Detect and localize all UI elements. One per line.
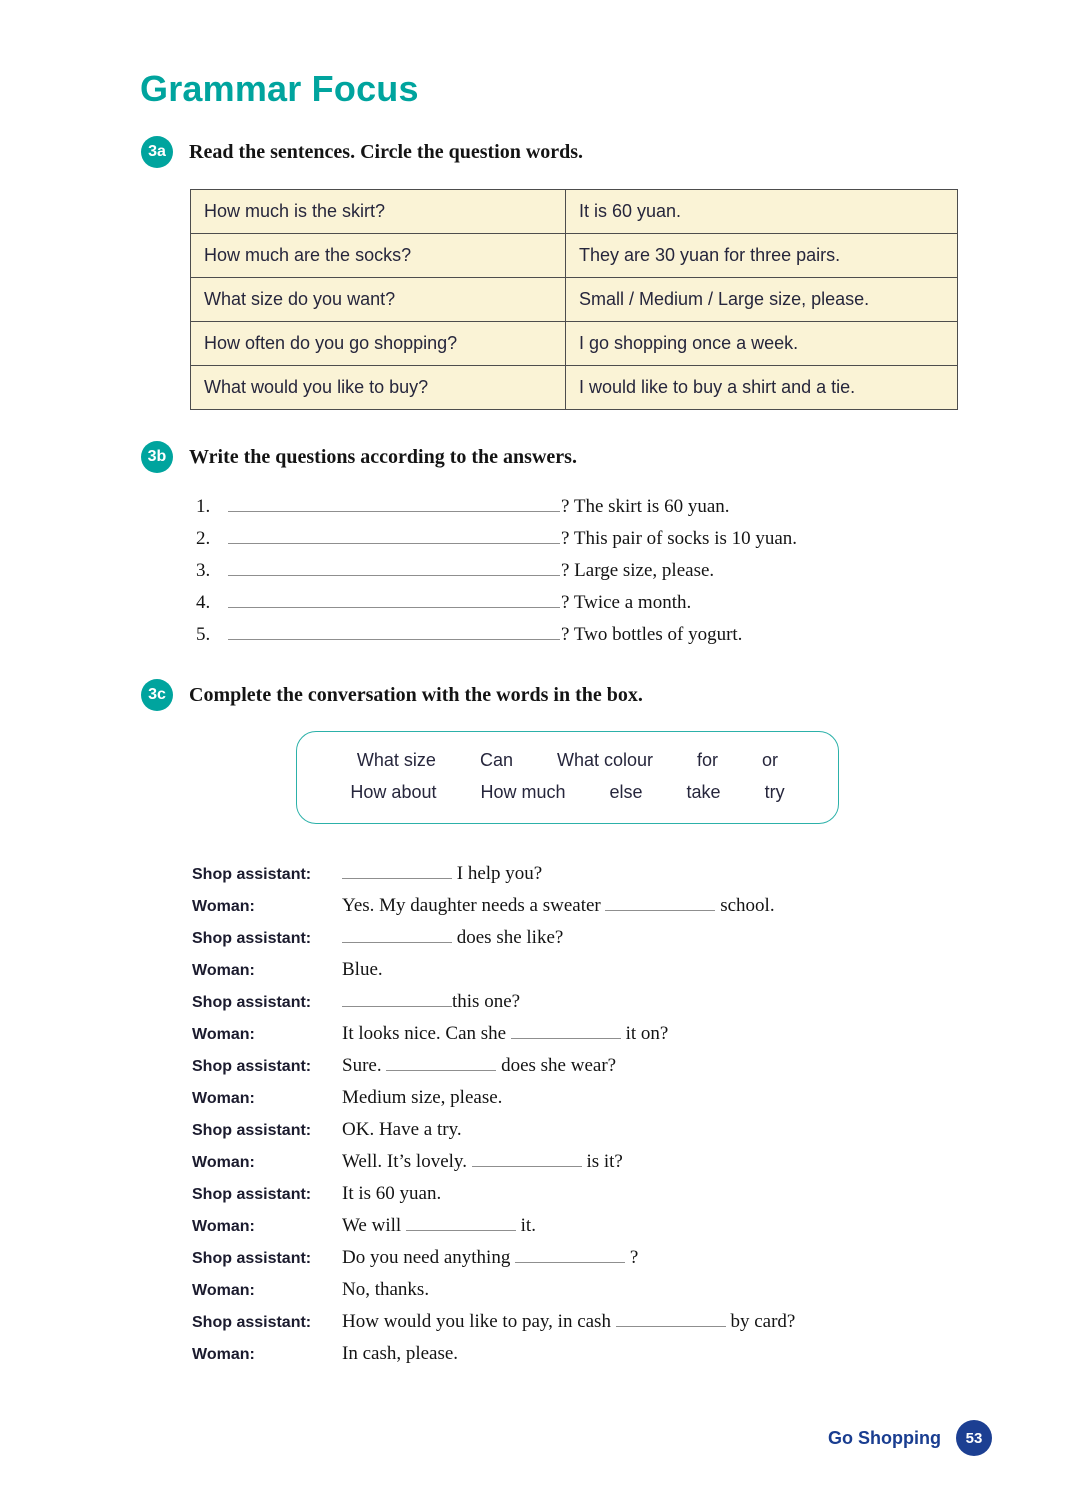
page-title: Grammar Focus — [140, 68, 419, 109]
fill-in-blank[interactable] — [515, 1251, 625, 1263]
word-bank-row-2 — [323, 782, 812, 803]
word-bank-row-1 — [323, 750, 812, 771]
conversation-line — [192, 1311, 982, 1343]
footer-unit-title: Go Shopping — [828, 1427, 941, 1448]
speaker-label: Shop assistant: — [192, 1186, 312, 1203]
section-3a-instruction: Read the sentences. Circle the question words. — [189, 140, 584, 163]
qa-table-cell: How much is the skirt? — [191, 190, 566, 234]
conversation-text: does she like? — [342, 927, 563, 949]
fill-in-blank[interactable] — [228, 564, 560, 576]
conversation — [192, 863, 982, 1375]
speaker-label: Shop assistant: — [192, 1058, 312, 1075]
speaker-label: Woman: — [192, 1346, 255, 1363]
item-number: 1. — [196, 496, 211, 517]
speaker-label: Woman: — [192, 1090, 255, 1107]
conversation-line — [192, 1279, 982, 1311]
fill-in-blank[interactable] — [511, 1027, 621, 1039]
item-text: ? This pair of socks is 10 yuan. — [228, 528, 797, 550]
conversation-text: OK. Have a try. — [342, 1119, 462, 1140]
write-question-item — [196, 528, 797, 560]
conversation-line — [192, 1151, 982, 1183]
item-text: ? The skirt is 60 yuan. — [228, 496, 730, 518]
write-question-item — [196, 560, 797, 592]
qa-table-cell: How often do you go shopping? — [191, 322, 566, 366]
fill-in-blank[interactable] — [228, 500, 560, 512]
conversation-text: It is 60 yuan. — [342, 1183, 442, 1204]
speaker-label: Shop assistant: — [192, 930, 312, 947]
speaker-label: Woman: — [192, 962, 255, 979]
conversation-text: It looks nice. Can she it on? — [342, 1023, 669, 1044]
conversation-text: Well. It’s lovely. is it? — [342, 1151, 623, 1172]
fill-in-blank[interactable] — [228, 532, 560, 544]
qa-table-row — [191, 278, 958, 322]
write-questions-list — [196, 496, 797, 656]
conversation-line — [192, 1183, 982, 1215]
section-3b-badge: 3b — [141, 441, 173, 473]
fill-in-blank[interactable] — [342, 995, 452, 1007]
conversation-text: We will it. — [342, 1215, 536, 1236]
conversation-line — [192, 927, 982, 959]
word-option: Can — [479, 750, 513, 770]
fill-in-blank[interactable] — [616, 1315, 726, 1327]
conversation-line — [192, 959, 982, 991]
speaker-label: Shop assistant: — [192, 1250, 312, 1267]
qa-table-cell: I go shopping once a week. — [566, 322, 958, 366]
fill-in-blank[interactable] — [228, 596, 560, 608]
qa-table-cell: What size do you want? — [191, 278, 566, 322]
conversation-line — [192, 1055, 982, 1087]
item-number: 4. — [196, 592, 211, 613]
conversation-line — [192, 1247, 982, 1279]
item-text: ? Twice a month. — [228, 592, 691, 614]
conversation-line — [192, 1215, 982, 1247]
qa-table-cell: They are 30 yuan for three pairs. — [566, 234, 958, 278]
conversation-text: I help you? — [342, 863, 542, 885]
item-number: 2. — [196, 528, 211, 549]
fill-in-blank[interactable] — [472, 1155, 582, 1167]
section-3a-header — [141, 136, 583, 168]
qa-table-cell: What would you like to buy? — [191, 366, 566, 410]
fill-in-blank[interactable] — [406, 1219, 516, 1231]
conversation-line — [192, 1343, 982, 1375]
qa-table-cell: It is 60 yuan. — [566, 190, 958, 234]
conversation-line — [192, 863, 982, 895]
word-option: or — [762, 750, 779, 770]
qa-table-cell: How much are the socks? — [191, 234, 566, 278]
speaker-label: Woman: — [192, 898, 255, 915]
conversation-text: Blue. — [342, 959, 383, 980]
fill-in-blank[interactable] — [386, 1059, 496, 1071]
word-option: How much — [480, 782, 566, 802]
conversation-line — [192, 895, 982, 927]
page-number-badge: 53 — [956, 1420, 992, 1456]
item-number: 3. — [196, 560, 211, 581]
conversation-line — [192, 1119, 982, 1151]
speaker-label: Woman: — [192, 1154, 255, 1171]
speaker-label: Shop assistant: — [192, 994, 312, 1011]
word-option: else — [609, 782, 643, 802]
conversation-text: How would you like to pay, in cash by card? — [342, 1311, 796, 1332]
fill-in-blank[interactable] — [605, 899, 715, 911]
speaker-label: Shop assistant: — [192, 866, 312, 883]
qa-table-cell: I would like to buy a shirt and a tie. — [566, 366, 958, 410]
fill-in-blank[interactable] — [342, 931, 452, 943]
fill-in-blank[interactable] — [342, 867, 452, 879]
word-option: try — [764, 782, 785, 802]
word-option: What size — [356, 750, 436, 770]
speaker-label: Shop assistant: — [192, 1314, 312, 1331]
conversation-text: In cash, please. — [342, 1343, 459, 1364]
item-text: ? Large size, please. — [228, 560, 714, 582]
write-question-item — [196, 496, 797, 528]
write-question-item — [196, 624, 797, 656]
item-number: 5. — [196, 624, 211, 645]
item-text: ? Two bottles of yogurt. — [228, 624, 742, 646]
conversation-text: No, thanks. — [342, 1279, 430, 1300]
word-option: for — [697, 750, 719, 770]
qa-table-row — [191, 190, 958, 234]
speaker-label: Woman: — [192, 1282, 255, 1299]
conversation-line — [192, 1023, 982, 1055]
fill-in-blank[interactable] — [228, 628, 560, 640]
page-footer — [828, 1420, 992, 1456]
word-bank-box — [296, 731, 839, 824]
section-3a-badge: 3a — [141, 136, 173, 168]
qa-table-row — [191, 322, 958, 366]
speaker-label: Shop assistant: — [192, 1122, 312, 1139]
conversation-line — [192, 1087, 982, 1119]
section-3c-badge: 3c — [141, 679, 173, 711]
conversation-line — [192, 991, 982, 1023]
speaker-label: Woman: — [192, 1026, 255, 1043]
word-option: take — [686, 782, 721, 802]
section-3b-header — [141, 441, 577, 473]
word-option: How about — [350, 782, 437, 802]
section-3c-instruction: Complete the conversation with the words in the box. — [189, 683, 643, 706]
question-answer-table — [190, 189, 958, 410]
speaker-label: Woman: — [192, 1218, 255, 1235]
conversation-text: Yes. My daughter needs a sweater school. — [342, 895, 775, 916]
section-3c-header — [141, 679, 643, 711]
conversation-text: Do you need anything ? — [342, 1247, 639, 1268]
qa-table-cell: Small / Medium / Large size, please. — [566, 278, 958, 322]
qa-table-row — [191, 366, 958, 410]
conversation-text: this one? — [342, 991, 520, 1013]
section-3b-instruction: Write the questions according to the answers. — [189, 445, 577, 468]
conversation-text: Sure. does she wear? — [342, 1055, 617, 1076]
word-option: What colour — [556, 750, 654, 770]
conversation-text: Medium size, please. — [342, 1087, 503, 1108]
qa-table-row — [191, 234, 958, 278]
write-question-item — [196, 592, 797, 624]
